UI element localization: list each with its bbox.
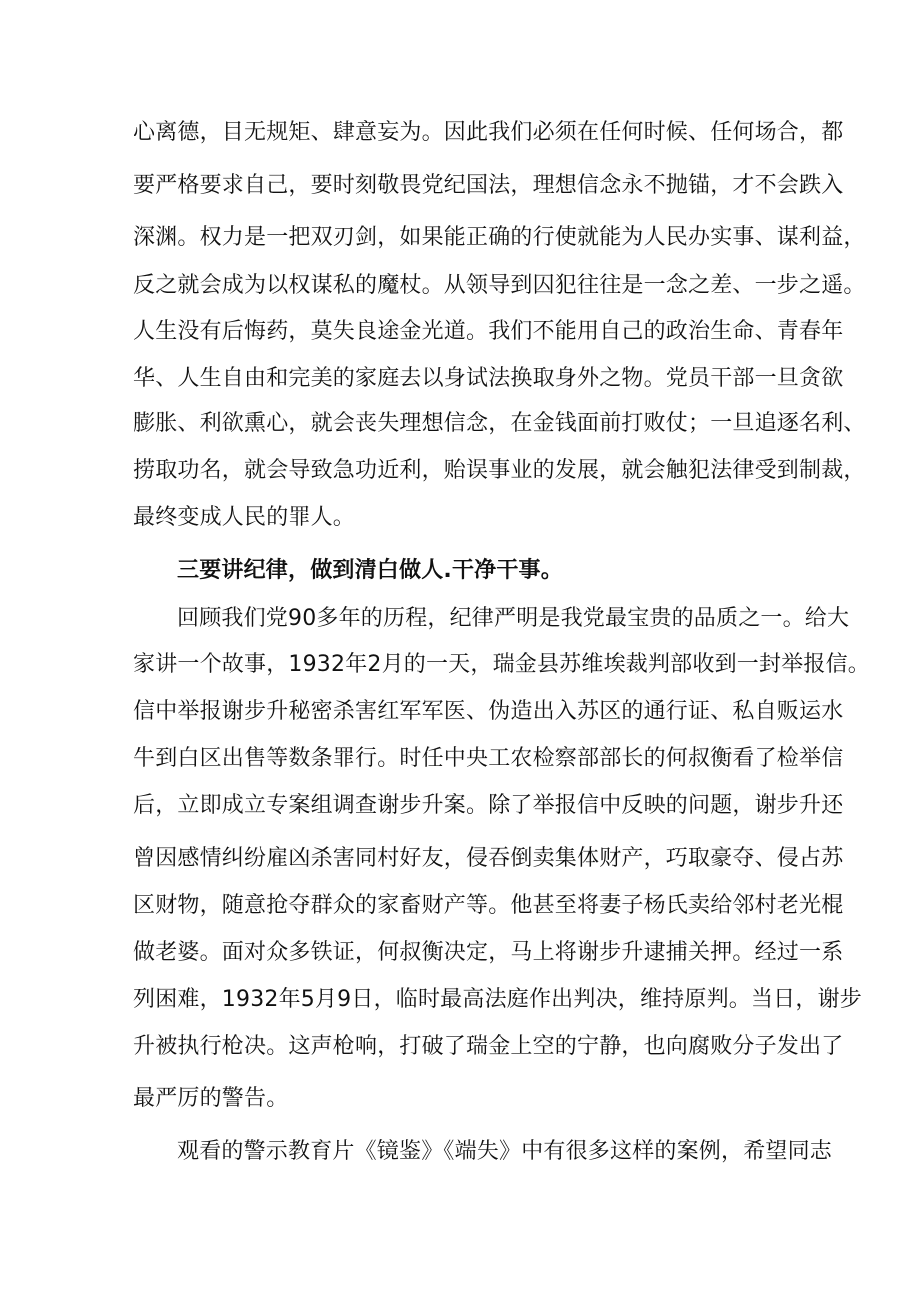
text-line: 膨胀、利欲熏心，就会丧失理想信念，在金钱面前打败仗；一旦追逐名利、: [133, 411, 866, 436]
text-line: 家讲一个故事，1932年2月的一天，瑞金县苏维埃裁判部收到一封举报信。: [133, 652, 870, 677]
text-line: 人生没有后悔药，莫失良途金光道。我们不能用自己的政治生命、青春年: [133, 319, 844, 344]
text-line: 升被执行枪决。这声枪响，打破了瑞金上空的宁静，也向腐败分子发出了: [133, 1034, 844, 1059]
text-line: 观看的警示教育片《镜鉴》《端失》中有很多这样的案例，希望同志: [177, 1139, 833, 1164]
text-line: 做老婆。面对众多铁证，何叔衡决定，马上将谢步升逮捕关押。经过一系: [133, 940, 844, 965]
text-line: 心离德，目无规矩、肆意妄为。因此我们必须在任何时候、任何场合，都: [133, 120, 844, 145]
text-line: 列困难，1932年5月9日，临时最高法庭作出判决，维持原判。当日，谢步: [133, 987, 862, 1012]
text-line: 区财物，随意抢夺群众的家畜财产等。他甚至将妻子杨氏卖给邻村老光棍: [133, 893, 844, 918]
text-line: 反之就会成为以权谋私的魔杖。从领导到囚犯往往是一念之差、一步之遥。: [133, 273, 866, 298]
text-line: 牛到白区出售等数条罪行。时任中央工农检察部部长的何叔衡看了检举信: [133, 746, 844, 771]
text-line: 回顾我们党90多年的历程，纪律严明是我党最宝贵的品质之一。给大: [177, 606, 850, 631]
text-line: 深渊。权力是一把双刃剑，如果能正确的行使就能为人民办实事、谋利益，: [133, 225, 866, 250]
text-line: 最严厉的警告。: [133, 1086, 289, 1111]
text-line: 最终变成人民的罪人。: [133, 505, 356, 530]
text-line: 后，立即成立专案组调查谢步升案。除了举报信中反映的问题，谢步升还: [133, 793, 844, 818]
section-heading: 三要讲纪律，做到清白做人.干净干事。: [177, 558, 563, 583]
text-line: 信中举报谢步升秘密杀害红军军医、伪造出入苏区的通行证、私自贩运水: [133, 699, 844, 724]
text-line: 曾因感情纠纷雇凶杀害同村好友，侵吞倒卖集体财产，巧取豪夺、侵占苏: [133, 846, 844, 871]
text-line: 要严格要求自己，要时刻敬畏党纪国法，理想信念永不抛锚，才不会跌入: [133, 173, 844, 198]
text-line: 捞取功名，就会导致急功近利，贻误事业的发展，就会触犯法律受到制裁，: [133, 458, 866, 483]
text-line: 华、人生自由和完美的家庭去以身试法换取身外之物。党员干部一旦贪欲: [133, 366, 844, 391]
